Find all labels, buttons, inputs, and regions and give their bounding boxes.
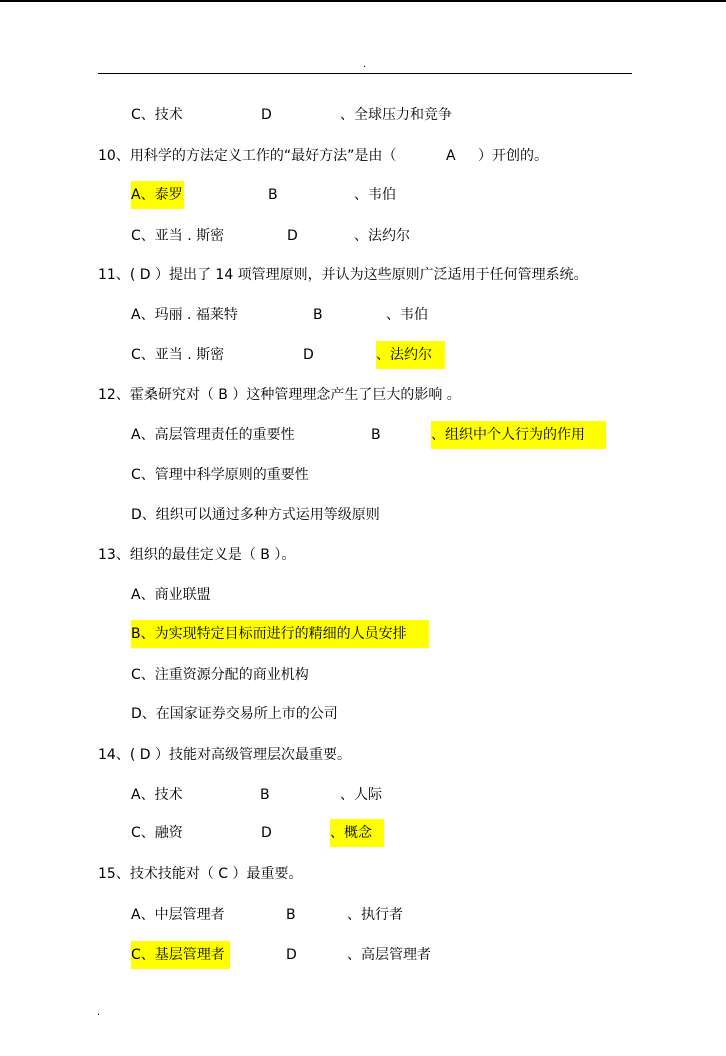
question-text: 15、技术技能对（ C ）最重要。 [98, 866, 303, 882]
question-text: D、组织可以通过多种方式运用等级原则 [131, 507, 380, 523]
option-text: ）开创的。 [478, 148, 548, 164]
option-text: 10、用科学的方法定义工作的“最好方法”是由（ [98, 148, 397, 164]
highlighted-answer: 、组织中个人行为的作用 [431, 421, 606, 449]
option-text: B [371, 427, 381, 443]
option-text: 、韦伯 [354, 187, 396, 203]
highlighted-answer: 、概念 [330, 819, 384, 847]
question-text: C、管理中科学原则的重要性 [131, 467, 309, 483]
option-text: A、技术 [131, 787, 183, 803]
option-text: B [268, 187, 278, 203]
question-text: 11、( D ）提出了 14 项管理原则，并认为这些原则广泛适用于任何管理系统。 [98, 267, 588, 283]
option-text: 、韦伯 [386, 307, 428, 323]
question-text: D、在国家证券交易所上市的公司 [131, 706, 338, 722]
option-text: D [287, 228, 298, 244]
option-text: 、全球压力和竞争 [340, 107, 452, 123]
top-border [0, 0, 726, 2]
highlighted-answer: 、法约尔 [376, 341, 445, 369]
option-text: D [286, 947, 297, 963]
option-text: A、高层管理责任的重要性 [131, 427, 295, 443]
option-text: A、玛丽 . 福莱特 [131, 307, 238, 323]
option-text: A、中层管理者 [131, 907, 225, 923]
option-text: B [286, 907, 296, 923]
header-rule [98, 73, 632, 74]
option-text: C、亚当 . 斯密 [131, 228, 225, 244]
question-text: A、商业联盟 [131, 587, 211, 603]
option-text: A [446, 148, 456, 164]
option-text: D [261, 107, 272, 123]
option-text: 、高层管理者 [347, 947, 431, 963]
option-text: C、融资 [131, 825, 183, 841]
option-text: 、人际 [340, 787, 382, 803]
question-text: 13、组织的最佳定义是（ B ）。 [98, 547, 296, 563]
option-text: C、亚当 . 斯密 [131, 347, 225, 363]
option-text: D [261, 825, 272, 841]
highlighted-answer: C、基层管理者 [131, 941, 230, 969]
option-text: C、技术 [131, 107, 183, 123]
option-text: B [260, 787, 270, 803]
highlighted-answer: B、为实现特定目标而进行的精细的人员安排 [131, 620, 429, 648]
header-mark: . [363, 59, 367, 70]
highlighted-answer: A、泰罗 [131, 181, 184, 209]
option-text: B [313, 307, 323, 323]
question-text: 14、( D ）技能对高级管理层次最重要。 [98, 747, 351, 763]
option-text: D [303, 347, 314, 363]
footer-mark: . [97, 1007, 101, 1018]
option-text: 、法约尔 [354, 228, 410, 244]
question-text: 12、霍桑研究对（ B ）这种管理理念产生了巨大的影响 。 [98, 387, 461, 403]
question-text: C、注重资源分配的商业机构 [131, 667, 309, 683]
option-text: 、执行者 [347, 907, 403, 923]
